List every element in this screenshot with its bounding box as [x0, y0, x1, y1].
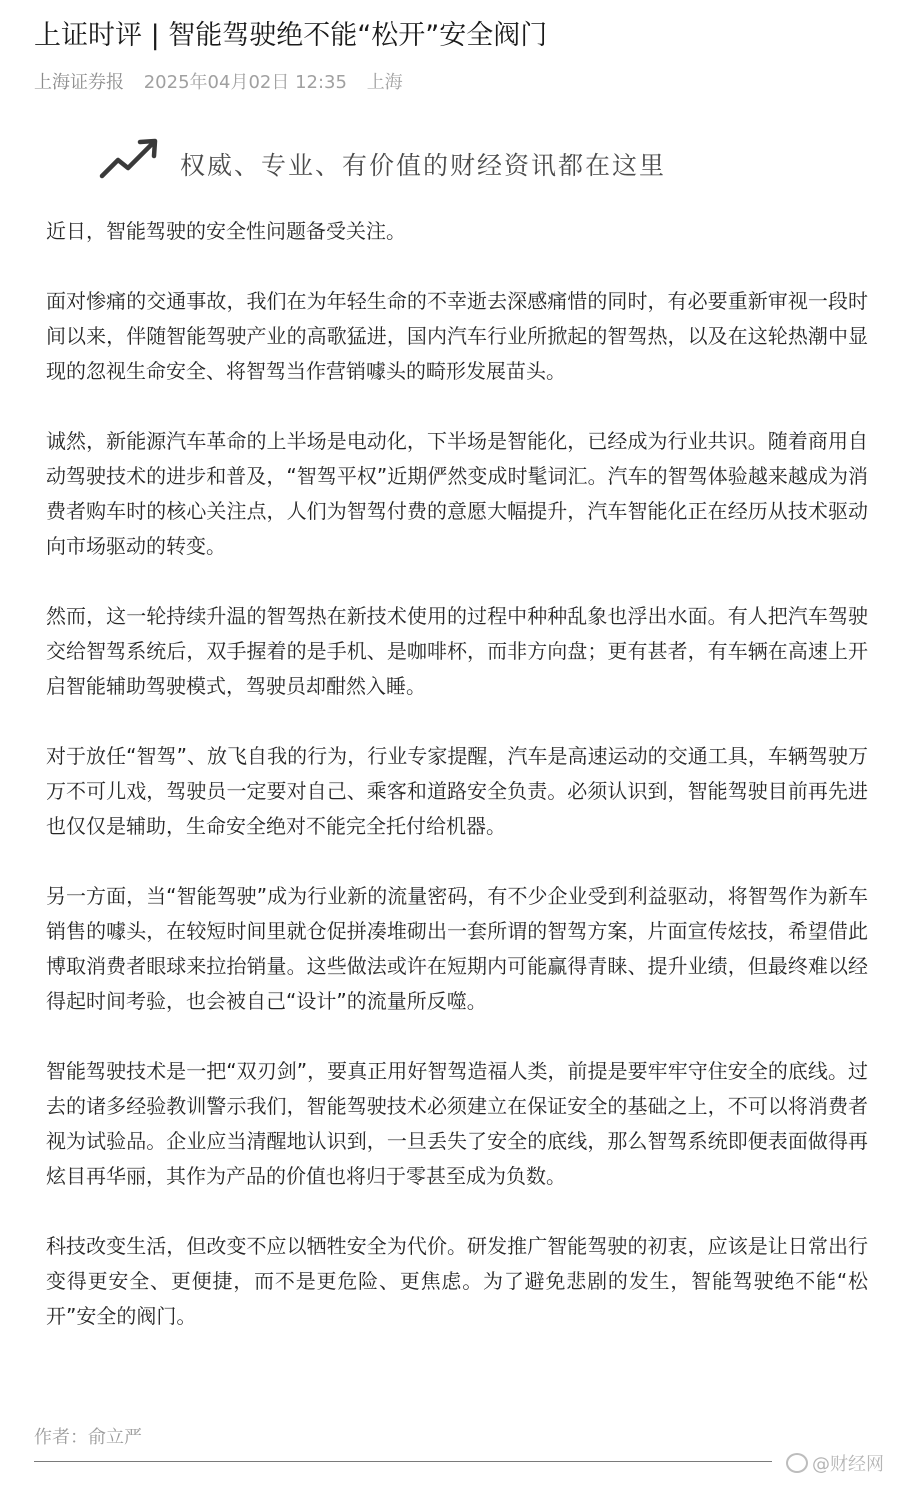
article-meta — [34, 70, 403, 96]
watermark — [786, 1452, 884, 1478]
weibo-logo-icon — [786, 1453, 808, 1473]
trend-up-arrow-icon — [98, 134, 162, 184]
paragraph-6: 另一方面，当“智能驾驶”成为行业新的流量密码，有不少企业受到利益驱动，将智驾作为新车销售的噱头，在较短时间里就仓促拼凑堆砌出一套所谓的智驾方案，片面宣传炫技，希望借此博取消费者眼球来拉抬销量。这些做法或许在短期内可能赢得青睐、提升业绩，但最终难以经得起时间考验，也会被自己“设计”的流量所反噬。 — [46, 884, 868, 1013]
footer-divider — [34, 1461, 772, 1462]
paragraph-3: 诚然，新能源汽车革命的上半场是电动化，下半场是智能化，已经成为行业共识。随着商用自动驾驶技术的进步和普及，“智驾平权”近期俨然变成时髦词汇。汽车的智驾体验越来越成为消费者购车时的核心关注点，人们为智驾付费的意愿大幅提升，汽车智能化正在经历从技术驱动向市场驱动的转变。 — [46, 429, 868, 558]
watermark-text: @财经网 — [812, 1454, 884, 1475]
slogan-banner — [98, 134, 798, 194]
paragraph-2: 面对惨痛的交通事故，我们在为年轻生命的不幸逝去深感痛惜的同时，有必要重新审视一段时间以来，伴随智能驾驶产业的高歌猛进，国内汽车行业所掀起的智驾热，以及在这轮热潮中显现的忽视生命安全、将智驾当作营销噱头的畸形发展苗头。 — [46, 289, 868, 383]
article-location: 上海 — [366, 72, 403, 93]
slogan-text: 权威、专业、有价值的财经资讯都在这里 — [180, 151, 667, 180]
article-source-link[interactable]: 上海证券报 — [34, 72, 124, 93]
paragraph-7: 智能驾驶技术是一把“双刃剑”，要真正用好智驾造福人类，前提是要牢牢守住安全的底线。过去的诸多经验教训警示我们，智能驾驶技术必须建立在保证安全的基础之上，不可以将消费者视为试验品。企业应当清醒地认识到，一旦丢失了安全的底线，那么智驾系统即便表面做得再炫目再华丽，其作为产品的价值也将归于零甚至成为负数。 — [46, 1059, 868, 1188]
article-date: 2025年04月02日 12:35 — [143, 72, 347, 93]
paragraph-4: 然而，这一轮持续升温的智驾热在新技术使用的过程中种种乱象也浮出水面。有人把汽车驾驶交给智驾系统后，双手握着的是手机、是咖啡杯，而非方向盘；更有甚者，有车辆在高速上开启智能辅助驾驶模式，驾驶员却酣然入睡。 — [46, 604, 868, 698]
article-title: 上证时评 | 智能驾驶绝不能“松开”安全阀门 — [34, 20, 548, 51]
paragraph-1: 近日，智能驾驶的安全性问题备受关注。 — [46, 219, 406, 243]
article-body — [46, 214, 868, 1369]
paragraph-5: 对于放任“智驾”、放飞自我的行为，行业专家提醒，汽车是高速运动的交通工具，车辆驾驶万万不可儿戏，驾驶员一定要对自己、乘客和道路安全负责。必须认识到，智能驾驶目前再先进也仅仅是辅助，生命安全绝对不能完全托付给机器。 — [46, 744, 868, 838]
paragraph-8: 科技改变生活，但改变不应以牺牲安全为代价。研发推广智能驾驶的初衷，应该是让日常出行变得更安全、更便捷，而不是更危险、更焦虑。为了避免悲剧的发生，智能驾驶绝不能“松开”安全的阀门。 — [46, 1234, 868, 1328]
article-author: 作者：俞立严 — [34, 1427, 142, 1448]
